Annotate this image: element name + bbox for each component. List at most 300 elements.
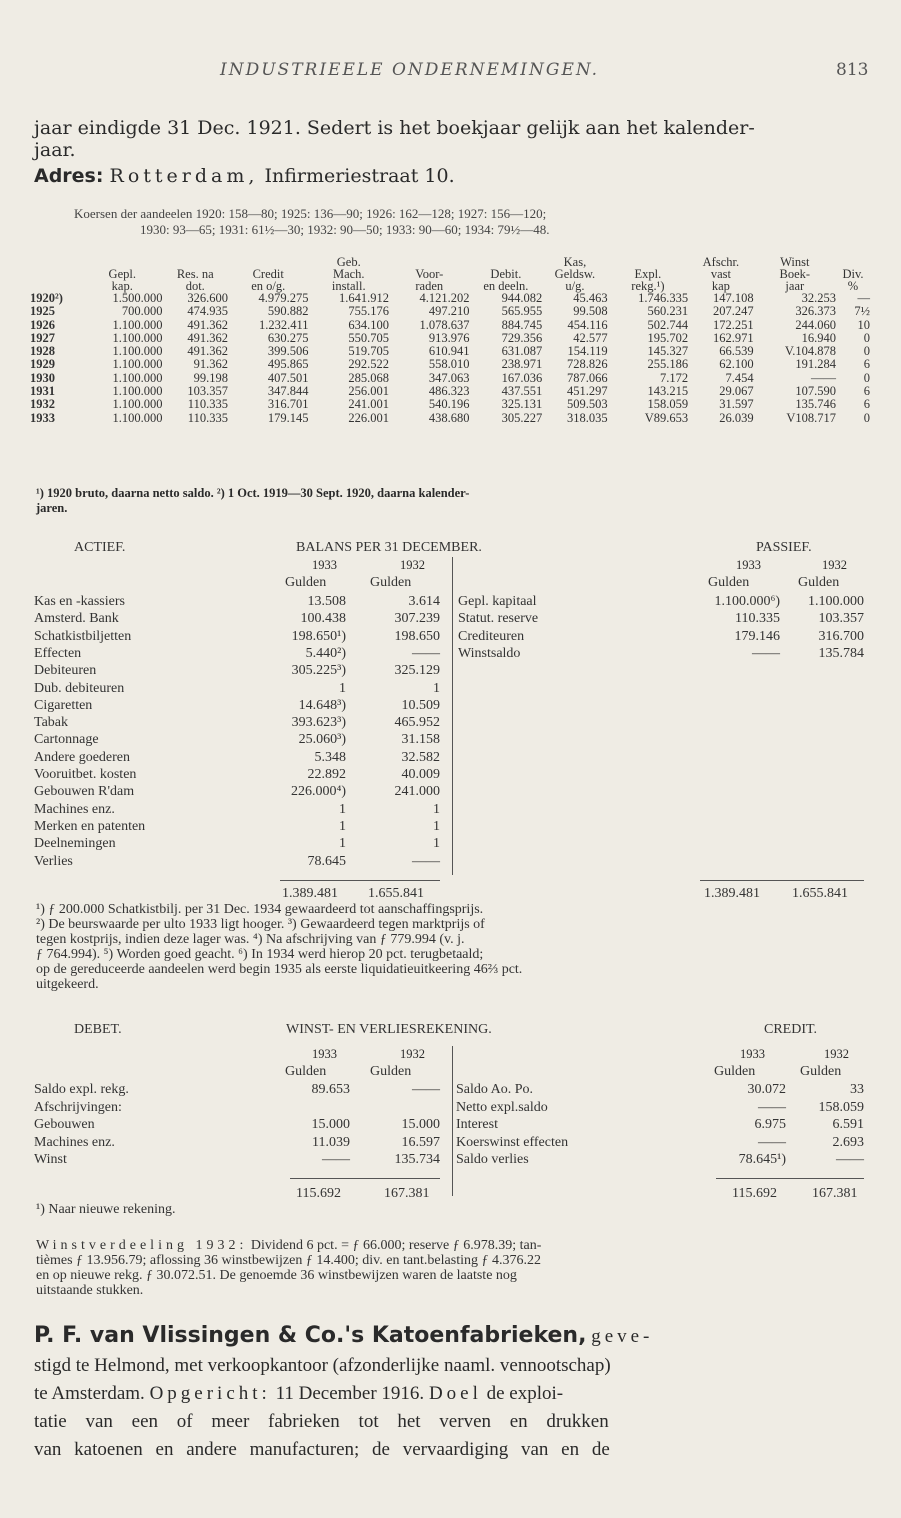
stats-cell: 66.539 bbox=[719, 344, 754, 359]
credit-value-1933: 6.975 bbox=[754, 1117, 786, 1132]
stats-cell: 454.116 bbox=[567, 317, 608, 332]
balans-year-d: 1932 bbox=[822, 558, 847, 572]
debet-value-1933: 89.653 bbox=[311, 1082, 350, 1097]
stats-cell: 255.186 bbox=[647, 357, 689, 372]
stats-cell: 1.641.912 bbox=[339, 291, 390, 305]
stats-cell: 491.362 bbox=[187, 317, 228, 332]
passief-value-1933: —— bbox=[752, 645, 780, 661]
stats-cell: 634.100 bbox=[348, 317, 390, 332]
credit-label: Saldo Ao. Po. bbox=[456, 1082, 534, 1097]
actief-value-1933: 1 bbox=[339, 801, 346, 817]
winstverdeeling-text-1: Dividend 6 pct. = ƒ 66.000; reserve ƒ 6.978.39; tan- bbox=[250, 1238, 542, 1253]
stats-row bbox=[30, 345, 870, 358]
actief-value-1932: 1 bbox=[433, 801, 440, 817]
stats-cell: 631.087 bbox=[501, 344, 543, 359]
intro-line-1: jaar eindigde 31 Dec. 1921. Sedert is het boekjaar gelijk aan het kalender- bbox=[34, 117, 755, 139]
stats-cell: 32.253 bbox=[801, 291, 836, 305]
stats-cell: 167.036 bbox=[501, 370, 543, 385]
opgericht-label: Opgericht: bbox=[149, 1383, 271, 1404]
passief-value-1933: 110.335 bbox=[735, 611, 780, 627]
winstverdeeling-line-4: uitstaande stukken. bbox=[36, 1283, 144, 1298]
winstverdeeling-label: Winstverdeeling 1932: bbox=[36, 1238, 248, 1253]
stats-cell: 497.210 bbox=[428, 304, 470, 319]
stats-cell: 0 bbox=[863, 410, 870, 425]
balans-total-left-1932: 1.655.841 bbox=[368, 886, 424, 901]
actief-value-1933: 78.645 bbox=[307, 853, 346, 869]
actief-value-1933: 14.648³) bbox=[298, 697, 346, 713]
stats-cell: 509.503 bbox=[567, 397, 608, 412]
financial-stats-table bbox=[30, 256, 870, 425]
actief-value-1933: 100.438 bbox=[300, 611, 346, 627]
actief-value-1932: —— bbox=[412, 645, 440, 661]
balans-note-2: ²) De beurswaarde per ulto 1933 ligt hooger. ³) Gewaardeerd tegen marktprijs of bbox=[36, 917, 485, 932]
passief-value-1932: 103.357 bbox=[818, 611, 864, 627]
stats-header-cell: jaar bbox=[785, 279, 805, 293]
winstverdeeling-line-2: tièmes ƒ 13.956.79; aflossing 36 winstbewijzen ƒ 14.400; div. en tant.belasting ƒ 4.376.22 bbox=[36, 1253, 541, 1268]
actief-value-1933: 1 bbox=[339, 818, 346, 834]
stats-row bbox=[30, 372, 870, 385]
winst-year-b: 1932 bbox=[400, 1047, 425, 1061]
stats-cell: V.104.878 bbox=[784, 344, 836, 359]
stats-year-cell: 1930 bbox=[30, 370, 55, 385]
stats-cell: 110.335 bbox=[187, 410, 228, 425]
stats-cell: 565.955 bbox=[501, 304, 543, 319]
stats-cell: 0 bbox=[863, 330, 870, 345]
stats-cell: —— bbox=[811, 370, 836, 385]
winst-title: WINST- EN VERLIESREKENING. bbox=[286, 1022, 492, 1037]
balans-year-c: 1933 bbox=[736, 558, 761, 572]
passief-value-1932: 135.784 bbox=[818, 645, 864, 661]
winst-unit-d: Gulden bbox=[800, 1064, 842, 1079]
company-line-1 bbox=[34, 1323, 874, 1349]
stats-header-row-1 bbox=[30, 256, 870, 268]
stats-cell: 787.066 bbox=[567, 370, 608, 385]
stats-year-cell: 1926 bbox=[30, 317, 55, 332]
debet-label: Machines enz. bbox=[34, 1134, 115, 1150]
balans-note-5: op de gereduceerde aandeelen werd begin 1935 als eerste liquidatieuitkeering 46⅔ pct. bbox=[36, 962, 523, 977]
passief-value-1933: 1.100.000⁶) bbox=[714, 594, 780, 609]
actief-label: Vooruitbet. kosten bbox=[34, 767, 137, 782]
stats-cell: 143.215 bbox=[647, 384, 689, 399]
stats-year-cell: 1931 bbox=[30, 384, 55, 399]
stats-header-cell: raden bbox=[415, 279, 444, 293]
actief-value-1933: 393.623³) bbox=[291, 715, 346, 731]
stats-cell: 399.506 bbox=[267, 344, 309, 359]
stats-header-cell: en deeln. bbox=[483, 279, 529, 293]
winst-unit-a: Gulden bbox=[285, 1064, 327, 1079]
winst-divider bbox=[452, 1046, 453, 1196]
actief-value-1933: 5.440²) bbox=[305, 645, 346, 661]
debet-value-1933: 15.000 bbox=[311, 1117, 350, 1132]
doel-label: Doel bbox=[428, 1383, 482, 1404]
stats-cell: 6 bbox=[863, 384, 870, 399]
stats-header-cell: Gepl. bbox=[108, 267, 136, 281]
stats-cell: 145.327 bbox=[647, 344, 689, 359]
passief-value-1932: 316.700 bbox=[818, 628, 864, 644]
credit-value-1933: —— bbox=[758, 1134, 786, 1150]
stats-cell: 31.597 bbox=[719, 397, 754, 412]
credit-label: Netto expl.saldo bbox=[456, 1099, 548, 1115]
stats-note-line-1: ¹) 1920 bruto, daarna netto saldo. ²) 1 Oct. 1919—30 Sept. 1920, daarna kalender- bbox=[36, 486, 470, 500]
stats-cell: 99.508 bbox=[573, 304, 608, 319]
stats-cell: 558.010 bbox=[428, 357, 470, 372]
actief-label: Kas en -kassiers bbox=[34, 594, 125, 609]
stats-header-cell: % bbox=[847, 279, 859, 293]
winst-total-right-1932: 167.381 bbox=[812, 1186, 858, 1201]
stats-header-cell: Voor- bbox=[415, 267, 444, 281]
adres-label: Adres: bbox=[34, 165, 104, 187]
actief-label: Machines enz. bbox=[34, 801, 115, 817]
company-line-3b: 11 December 1916. bbox=[275, 1383, 425, 1404]
balans-unit-b: Gulden bbox=[370, 575, 412, 590]
company-name: P. F. van Vlissingen & Co.'s Katoenfabrieken, bbox=[34, 1323, 587, 1348]
winst-total-left-1932: 167.381 bbox=[384, 1186, 430, 1201]
actief-label: Schatkistbiljetten bbox=[34, 628, 132, 644]
actief-value-1933: 13.508 bbox=[307, 594, 346, 609]
balans-total-right-1932: 1.655.841 bbox=[792, 886, 848, 901]
stats-cell: 1.746.335 bbox=[638, 291, 689, 305]
stats-cell: 318.035 bbox=[567, 410, 608, 425]
stats-header-cell bbox=[30, 268, 82, 280]
actief-value-1933: 22.892 bbox=[307, 767, 346, 782]
balans-unit-c: Gulden bbox=[708, 575, 750, 590]
stats-cell: 560.231 bbox=[647, 304, 689, 319]
stats-cell: 540.196 bbox=[428, 397, 470, 412]
actief-label: Andere goederen bbox=[34, 749, 131, 765]
actief-label: Deelnemingen bbox=[34, 836, 116, 852]
credit-value-1932: 6.591 bbox=[832, 1117, 864, 1132]
company-line-4: tatie van een of meer fabrieken tot het verven en drukken bbox=[34, 1411, 609, 1432]
stats-year-cell: 1928 bbox=[30, 344, 55, 359]
stats-cell: 147.108 bbox=[712, 291, 754, 305]
balans-note-1: ¹) ƒ 200.000 Schatkistbilj. per 31 Dec. 1934 gewaardeerd tot aanschaffingsprijs. bbox=[36, 902, 484, 917]
stats-cell: 590.882 bbox=[267, 304, 309, 319]
stats-cell: 326.373 bbox=[795, 304, 836, 319]
stats-cell: 4.979.275 bbox=[258, 291, 309, 305]
balans-year-a: 1933 bbox=[312, 558, 337, 572]
actief-value-1932: 198.650 bbox=[394, 628, 440, 644]
winst-year-d: 1932 bbox=[824, 1047, 849, 1061]
debet-value-1932: 15.000 bbox=[401, 1117, 440, 1132]
stats-cell: 316.701 bbox=[267, 397, 309, 412]
winst-year-c: 1933 bbox=[740, 1047, 765, 1061]
adres-line bbox=[34, 166, 874, 187]
stats-header-cell: kap. bbox=[111, 279, 133, 293]
running-header: INDUSTRIEELE ONDERNEMINGEN. bbox=[220, 60, 600, 80]
actief-value-1933: 5.348 bbox=[314, 749, 346, 765]
stats-cell: 437.551 bbox=[501, 384, 543, 399]
stats-cell: 1.100.000 bbox=[112, 330, 163, 345]
stats-cell: 10 bbox=[857, 317, 870, 332]
stats-header-cell: en o/g. bbox=[251, 279, 286, 293]
stats-year-cell: 1920²) bbox=[30, 291, 63, 305]
actief-value-1932: 241.000 bbox=[394, 784, 440, 800]
stats-cell: 195.702 bbox=[647, 330, 689, 345]
actief-value-1932: 1 bbox=[433, 836, 440, 852]
stats-cell: V108.717 bbox=[786, 410, 836, 425]
stats-cell: 207.247 bbox=[712, 304, 754, 319]
actief-value-1932: 307.239 bbox=[394, 611, 440, 627]
stats-cell: 1.100.000 bbox=[112, 357, 163, 372]
passief-label: Crediteuren bbox=[458, 628, 525, 644]
stats-cell: 0 bbox=[863, 370, 870, 385]
stats-cell: 7.172 bbox=[660, 370, 689, 385]
winst-unit-c: Gulden bbox=[714, 1064, 756, 1079]
stats-header-cell: kap bbox=[711, 279, 730, 293]
page-number: 813 bbox=[836, 60, 869, 80]
winst-unit-b: Gulden bbox=[370, 1064, 412, 1079]
passief-value-1933: 179.146 bbox=[734, 628, 780, 644]
actief-value-1932: 31.158 bbox=[401, 732, 440, 748]
stats-cell: 154.119 bbox=[567, 344, 608, 359]
actief-value-1932: 1 bbox=[433, 680, 440, 696]
actief-label: Debiteuren bbox=[34, 663, 97, 679]
balans-total-right-1933: 1.389.481 bbox=[704, 886, 760, 901]
stats-cell: 238.971 bbox=[501, 357, 543, 372]
stats-header-cell: vast bbox=[710, 267, 731, 281]
stats-cell: 438.680 bbox=[428, 410, 470, 425]
actief-value-1932: 10.509 bbox=[401, 697, 440, 713]
stats-cell: 6 bbox=[863, 397, 870, 412]
actief-value-1933: 1 bbox=[339, 680, 346, 696]
stats-cell: 1.100.000 bbox=[112, 410, 163, 425]
actief-label: Cigaretten bbox=[34, 697, 93, 713]
stats-cell: 158.059 bbox=[647, 397, 689, 412]
balans-unit-a: Gulden bbox=[285, 575, 327, 590]
winst-right-heading: CREDIT. bbox=[764, 1022, 818, 1037]
stats-header-cell: install. bbox=[331, 279, 366, 293]
stats-header-cell: Res. na bbox=[176, 267, 214, 281]
stats-row bbox=[30, 398, 870, 411]
stats-cell: 451.297 bbox=[567, 384, 608, 399]
stats-cell: 0 bbox=[863, 344, 870, 359]
stats-cell: 486.323 bbox=[428, 384, 470, 399]
stats-cell: V89.653 bbox=[644, 410, 689, 425]
stats-header-cell bbox=[30, 256, 82, 268]
stats-cell: 495.865 bbox=[267, 357, 309, 372]
balans-year-b: 1932 bbox=[400, 558, 425, 572]
stats-cell: 99.198 bbox=[193, 370, 228, 385]
balans-right-heading: PASSIEF. bbox=[756, 540, 812, 555]
stats-year-cell: 1932 bbox=[30, 397, 55, 412]
stats-cell: 191.284 bbox=[795, 357, 836, 372]
stats-cell: 347.844 bbox=[267, 384, 309, 399]
debet-value-1933: —— bbox=[322, 1152, 350, 1167]
debet-label: Winst bbox=[34, 1152, 67, 1167]
stats-cell: 1.500.000 bbox=[112, 291, 163, 305]
stats-header-cell: Expl. bbox=[634, 267, 662, 281]
stats-cell: 7½ bbox=[854, 304, 870, 319]
passief-label: Statut. reserve bbox=[458, 611, 539, 627]
stats-cell: 91.362 bbox=[193, 357, 228, 372]
stats-header-cell: u/g. bbox=[565, 279, 585, 293]
stats-cell: 29.067 bbox=[719, 384, 754, 399]
stats-header-cell: Winst bbox=[780, 255, 810, 269]
actief-value-1933: 305.225³) bbox=[291, 663, 346, 679]
balans-divider bbox=[452, 557, 453, 875]
stats-year-cell: 1925 bbox=[30, 304, 55, 319]
credit-value-1933: —— bbox=[758, 1099, 786, 1115]
debet-label: Afschrijvingen: bbox=[34, 1099, 122, 1115]
stats-row bbox=[30, 332, 870, 345]
stats-cell: 45.463 bbox=[573, 291, 608, 305]
stats-body bbox=[30, 292, 870, 425]
stats-header-cell: Geb. bbox=[336, 255, 361, 269]
stats-cell: 325.131 bbox=[501, 397, 543, 412]
stats-cell: 62.100 bbox=[719, 357, 754, 372]
winst-total-right-1933: 115.692 bbox=[732, 1186, 777, 1201]
winstverdeeling-line-1 bbox=[36, 1238, 541, 1254]
stats-cell: 502.744 bbox=[647, 317, 689, 332]
balans-note-4: ƒ 764.994). ⁵) Worden goed geacht. ⁶) In 1934 werd hierop 20 pct. terugbetaald; bbox=[36, 947, 484, 962]
credit-value-1932: 2.693 bbox=[832, 1134, 864, 1150]
stats-cell: 1.100.000 bbox=[112, 397, 163, 412]
credit-value-1932: —— bbox=[836, 1152, 864, 1167]
stats-row bbox=[30, 292, 870, 305]
actief-value-1932: 3.614 bbox=[408, 594, 440, 609]
actief-value-1933: 25.060³) bbox=[298, 732, 346, 748]
winst-left-heading: DEBET. bbox=[74, 1022, 122, 1037]
stats-header-cell: rekg.¹) bbox=[631, 279, 665, 293]
stats-cell: 755.176 bbox=[348, 304, 390, 319]
credit-label: Saldo verlies bbox=[456, 1152, 529, 1167]
balans-total-left-1933: 1.389.481 bbox=[282, 886, 338, 901]
stats-cell: 474.935 bbox=[187, 304, 228, 319]
credit-label: Interest bbox=[456, 1117, 498, 1132]
winst-total-rule-left bbox=[290, 1178, 440, 1179]
actief-label: Gebouwen R'dam bbox=[34, 784, 135, 800]
actief-value-1933: 1 bbox=[339, 836, 346, 852]
stats-cell: — bbox=[857, 291, 870, 305]
debet-value-1933: 11.039 bbox=[312, 1134, 350, 1150]
stats-cell: 1.100.000 bbox=[112, 344, 163, 359]
stats-cell: 519.705 bbox=[348, 344, 390, 359]
stats-cell: 1.100.000 bbox=[112, 384, 163, 399]
winst-total-left-1933: 115.692 bbox=[296, 1186, 341, 1201]
actief-value-1933: 198.650¹) bbox=[291, 628, 346, 644]
debet-value-1932: 16.597 bbox=[401, 1134, 440, 1150]
company-line-2: stigd te Helmond, met verkoopkantoor (afzonderlijke naaml. vennootschap) bbox=[34, 1355, 611, 1376]
balans-note-3: tegen kostprijs, indien deze lager was. ⁴) Na afschrijving van ƒ 779.994 (v. j. bbox=[36, 932, 465, 947]
stats-cell: 172.251 bbox=[712, 317, 754, 332]
credit-value-1932: 158.059 bbox=[818, 1099, 864, 1115]
stats-cell: 42.577 bbox=[573, 330, 608, 345]
stats-year-cell: 1927 bbox=[30, 330, 55, 345]
stats-header-cell: Credit bbox=[252, 267, 284, 281]
debet-value-1932: —— bbox=[412, 1082, 440, 1097]
stats-cell: 491.362 bbox=[187, 344, 228, 359]
stats-row bbox=[30, 305, 870, 318]
balans-total-rule-right bbox=[700, 880, 864, 881]
stats-header-cell: dot. bbox=[185, 279, 205, 293]
actief-label: Verlies bbox=[34, 853, 73, 869]
company-line-5: van katoenen en andere manufacturen; de vervaardiging van en de bbox=[34, 1439, 610, 1460]
actief-value-1933: 226.000⁴) bbox=[290, 784, 346, 800]
stats-row bbox=[30, 412, 870, 425]
stats-cell: 407.501 bbox=[267, 370, 309, 385]
company-line-3 bbox=[34, 1381, 874, 1406]
actief-value-1932: —— bbox=[412, 853, 440, 869]
stats-cell: 285.068 bbox=[348, 370, 390, 385]
stats-cell: 610.941 bbox=[428, 344, 470, 359]
stats-header-cell: Debit. bbox=[490, 267, 522, 281]
stats-cell: 244.060 bbox=[795, 317, 836, 332]
stats-cell: 944.082 bbox=[501, 291, 543, 305]
debet-value-1932: 135.734 bbox=[394, 1152, 440, 1167]
actief-value-1932: 465.952 bbox=[394, 715, 440, 731]
adres-city: Rotterdam, bbox=[109, 165, 259, 187]
koersen-line-2: 1930: 93—65; 1931: 61½—30; 1932: 90—50; 1933: 90—60; 1934: 79½—48. bbox=[140, 222, 550, 237]
balans-note-6: uitgekeerd. bbox=[36, 977, 99, 992]
stats-header-cell: Mach. bbox=[332, 267, 365, 281]
stats-cell: 550.705 bbox=[348, 330, 390, 345]
stats-note-line-2: jaren. bbox=[36, 501, 68, 515]
stats-cell: 7.454 bbox=[725, 370, 754, 385]
stats-header-cell: Geldsw. bbox=[554, 267, 596, 281]
actief-label: Tabak bbox=[34, 715, 69, 731]
actief-label: Amsterd. Bank bbox=[34, 611, 119, 627]
stats-cell: 26.039 bbox=[719, 410, 754, 425]
balans-unit-d: Gulden bbox=[798, 575, 840, 590]
adres-street: Infirmeriestraat 10. bbox=[264, 165, 455, 187]
stats-header-cell: Kas, bbox=[563, 255, 587, 269]
stats-cell: 292.522 bbox=[348, 357, 390, 372]
balans-total-rule-left bbox=[280, 880, 440, 881]
company-gevestigd: geve- bbox=[591, 1326, 654, 1347]
balans-title: BALANS PER 31 DECEMBER. bbox=[296, 540, 482, 555]
passief-label: Gepl. kapitaal bbox=[458, 594, 537, 609]
stats-cell: 884.745 bbox=[501, 317, 543, 332]
stats-cell: 110.335 bbox=[187, 397, 228, 412]
stats-cell: 729.356 bbox=[501, 330, 543, 345]
stats-row bbox=[30, 385, 870, 398]
stats-cell: 728.826 bbox=[567, 357, 608, 372]
stats-cell: 913.976 bbox=[428, 330, 470, 345]
stats-cell: 241.001 bbox=[348, 397, 390, 412]
company-line-3a: te Amsterdam. bbox=[34, 1383, 145, 1404]
stats-cell: 162.971 bbox=[712, 330, 754, 345]
stats-row bbox=[30, 358, 870, 371]
passief-value-1932: 1.100.000 bbox=[808, 594, 864, 609]
stats-cell: 347.063 bbox=[428, 370, 470, 385]
intro-line-2: jaar. bbox=[34, 139, 76, 161]
actief-label: Merken en patenten bbox=[34, 818, 146, 834]
stats-row bbox=[30, 319, 870, 332]
stats-year-cell: 1929 bbox=[30, 357, 55, 372]
debet-label: Gebouwen bbox=[34, 1117, 95, 1132]
actief-label: Effecten bbox=[34, 645, 82, 661]
credit-value-1933: 30.072 bbox=[747, 1082, 786, 1097]
stats-cell: 326.600 bbox=[187, 291, 228, 305]
balans-left-heading: ACTIEF. bbox=[74, 540, 126, 555]
stats-cell: 256.001 bbox=[348, 384, 390, 399]
stats-cell: 630.275 bbox=[267, 330, 309, 345]
stats-header-cell: Div. bbox=[842, 267, 864, 281]
stats-cell: 1.100.000 bbox=[112, 370, 163, 385]
stats-header-cell: Boek- bbox=[779, 267, 811, 281]
stats-header-cell: Afschr. bbox=[702, 255, 740, 269]
actief-label: Cartonnage bbox=[34, 732, 99, 748]
actief-value-1932: 325.129 bbox=[394, 663, 440, 679]
stats-cell: 305.227 bbox=[501, 410, 543, 425]
passief-label: Winstsaldo bbox=[458, 645, 521, 661]
credit-value-1932: 33 bbox=[850, 1082, 864, 1097]
actief-value-1932: 40.009 bbox=[401, 767, 440, 782]
debet-label: Saldo expl. rekg. bbox=[34, 1082, 129, 1097]
stats-cell: 179.145 bbox=[267, 410, 309, 425]
stats-year-cell: 1933 bbox=[30, 410, 55, 425]
winst-note: ¹) Naar nieuwe rekening. bbox=[36, 1202, 176, 1217]
